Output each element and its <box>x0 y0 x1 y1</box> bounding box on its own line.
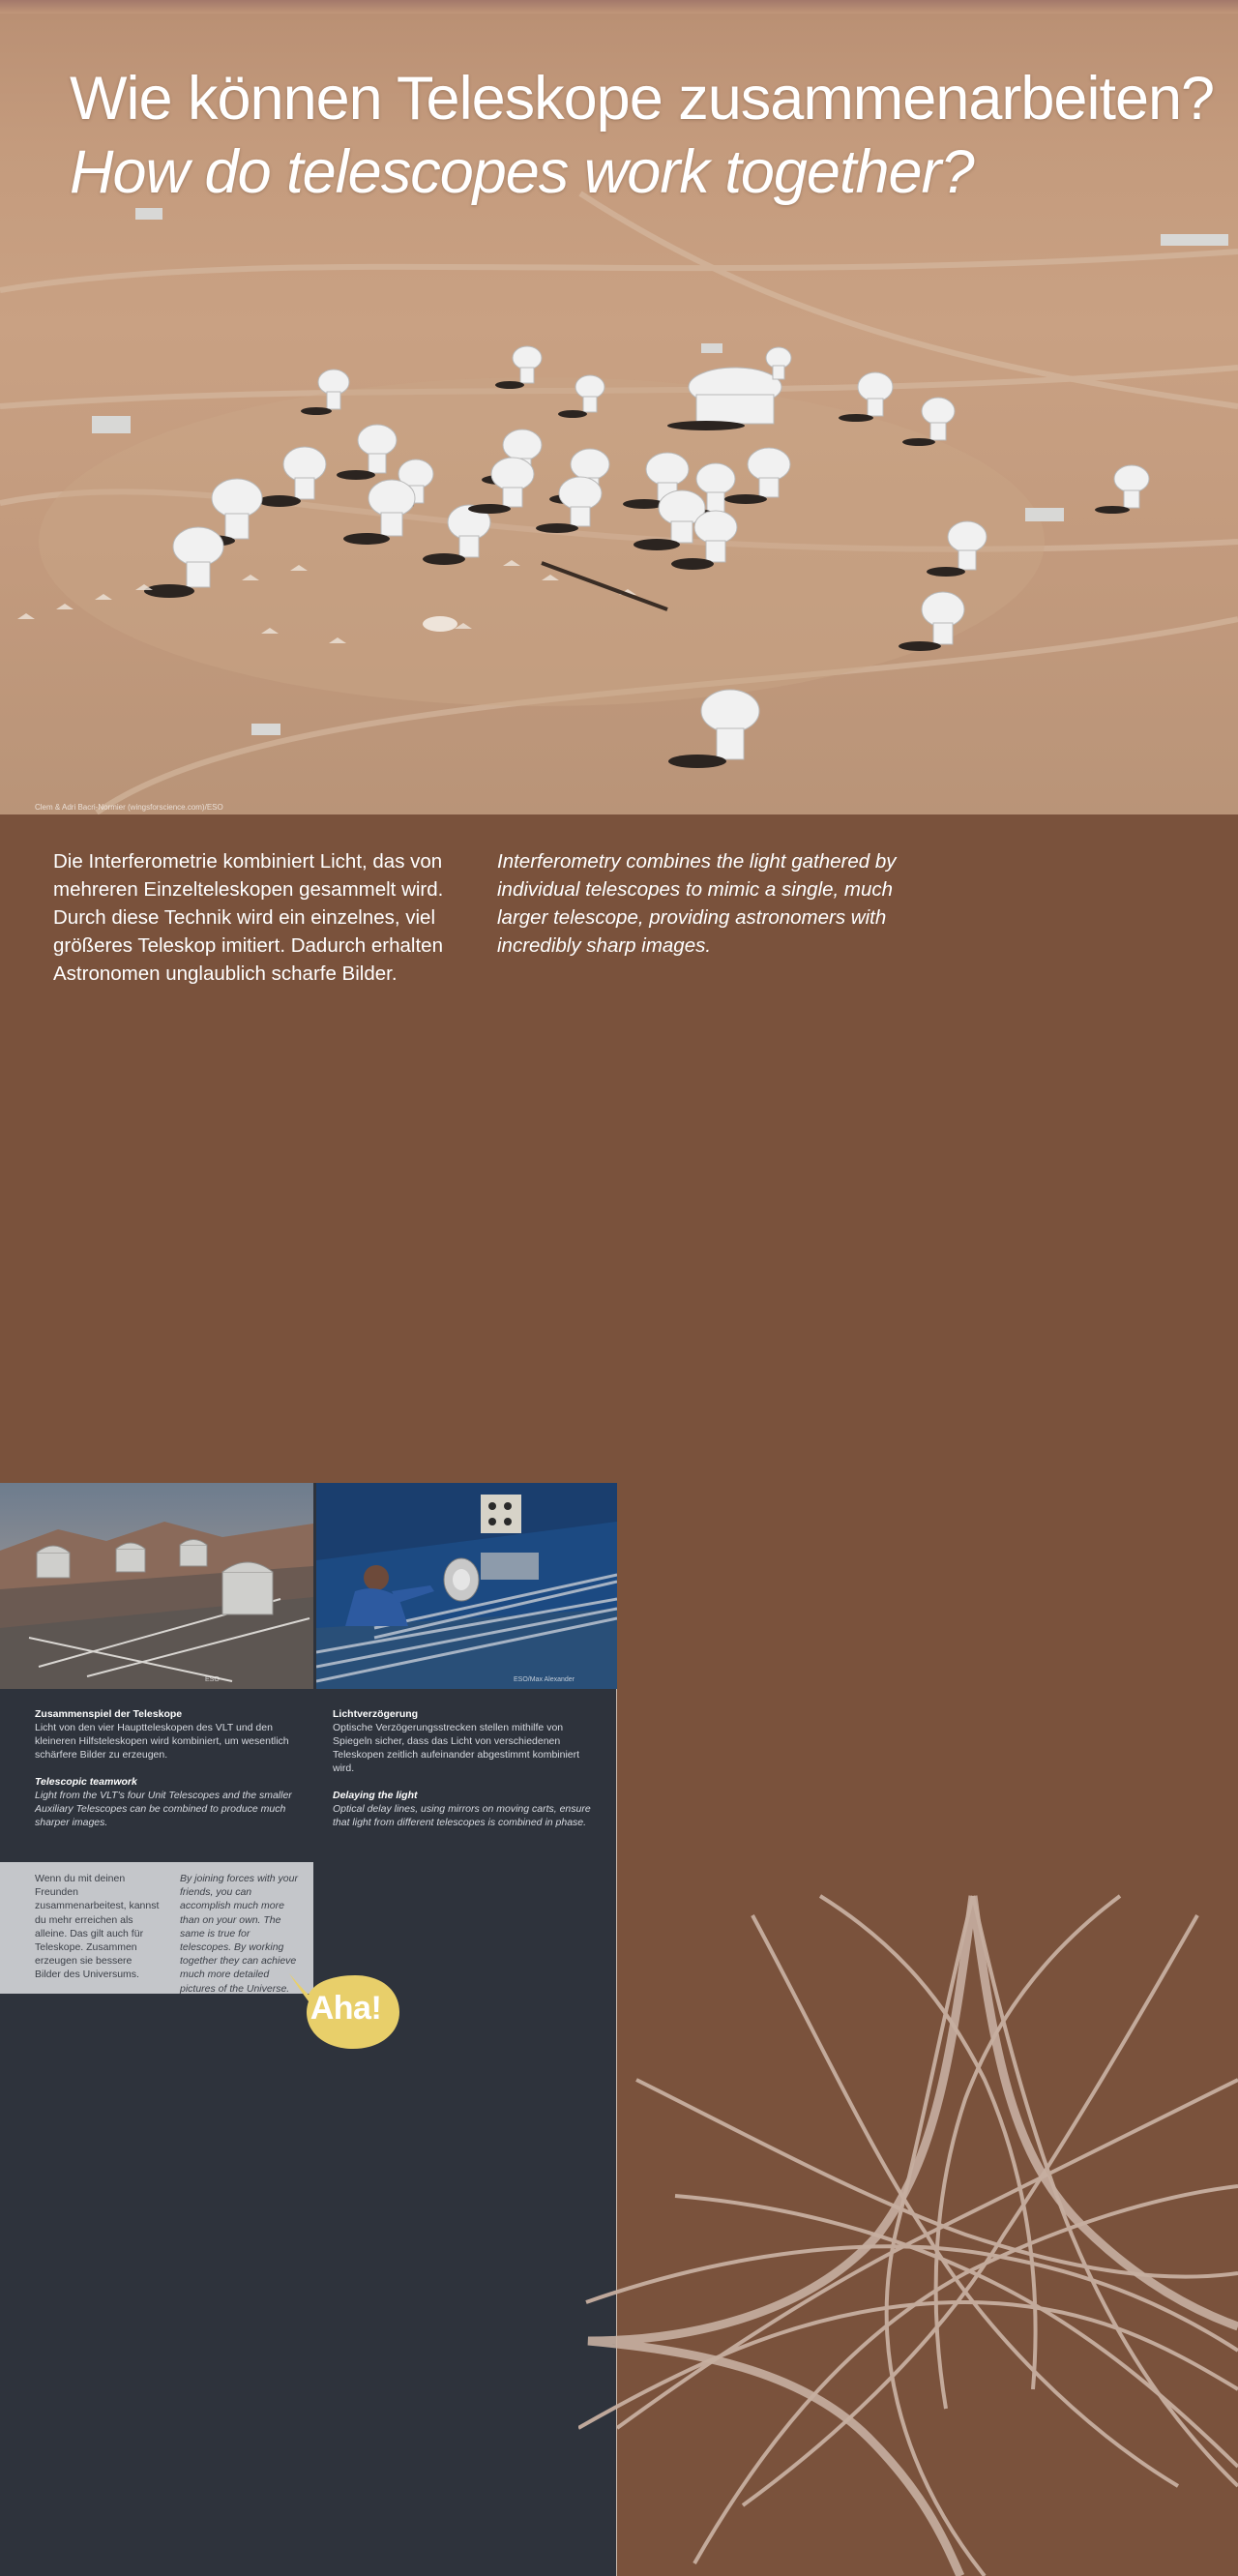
hero-photo <box>0 0 1238 814</box>
delay-line-tunnel-photo <box>316 1483 617 1689</box>
teamwork-text-block <box>35 1707 296 1843</box>
delay-text-block <box>333 1707 594 1843</box>
delay-line-illustration <box>316 1483 617 1689</box>
fun-fact-german: Wenn du mit deinen Freunden zusammenarbeitest, kannst du mehr erreichen als alleine. Das gilt auch für Teleskope. Zusammen erzeugen sie bessere Bilder des Universums. <box>35 1873 160 1981</box>
teamwork-heading-german: Zusammenspiel der Teleskope <box>35 1708 183 1720</box>
teamwork-body-english: Light from the VLT's four Unit Telescopes and the smaller Auxiliary Telescopes can be combined to produce much sharper images. <box>35 1790 292 1828</box>
rosette-ornament-icon <box>578 1886 1238 2576</box>
delay-body-english: Optical delay lines, using mirrors on moving carts, ensure that light from different telescopes is combined in phase. <box>333 1803 591 1828</box>
teamwork-body-german: Licht von den vier Hauptteleskopen des VLT und den kleineren Hilfsteleskopen wird kombiniert, um wesentlich schärfere Bilder zu erzeugen. <box>35 1722 289 1761</box>
page-title: Wie können Teleskope zusammenarbeiten? <box>70 65 1215 133</box>
delay-body-german: Optische Verzögerungsstrecken stellen mithilfe von Spiegeln sicher, dass das Licht von verschiedenen Teleskopen zeitlich aufeinander abgestimmt kombiniert wird. <box>333 1722 580 1774</box>
info-panel <box>0 1483 617 2576</box>
page-subtitle: How do telescopes work together? <box>70 138 974 206</box>
intro-text-german: Die Interferometrie kombiniert Licht, das von mehreren Einzelteleskopen gesammelt wird. Durch diese Technik wird ein einzelnes, viel größeres Teleskop imitiert. Dadurch erhalten Astronomen unglaublich scharfe Bilder. <box>53 850 444 985</box>
vlt-illustration <box>0 1483 313 1689</box>
fun-fact-box <box>0 1862 313 1994</box>
photo-credit-right: ESO/Max Alexander <box>514 1676 575 1683</box>
intro-text-english: Interferometry combines the light gathered by individual telescopes to mimic a single, much larger telescope, providing astronomers with incredibly sharp images. <box>497 850 897 957</box>
aha-label: Aha! <box>310 1990 382 2027</box>
delay-heading-english: Delaying the light <box>333 1790 418 1801</box>
fun-fact-english: By joining forces with your friends, you can accomplish much more than on your own. The same is true for telescopes. By working together they can achieve much more detailed pictures of the Universe. <box>180 1873 298 1995</box>
vlt-unit-telescopes-photo <box>0 1483 313 1689</box>
photo-credit-left: ESO <box>205 1676 220 1683</box>
photo-credit: Clem & Adri Bacri-Normier (wingsforscience.com)/ESO <box>35 803 223 812</box>
teamwork-heading-english: Telescopic teamwork <box>35 1776 137 1788</box>
delay-heading-german: Lichtverzögerung <box>333 1708 419 1720</box>
